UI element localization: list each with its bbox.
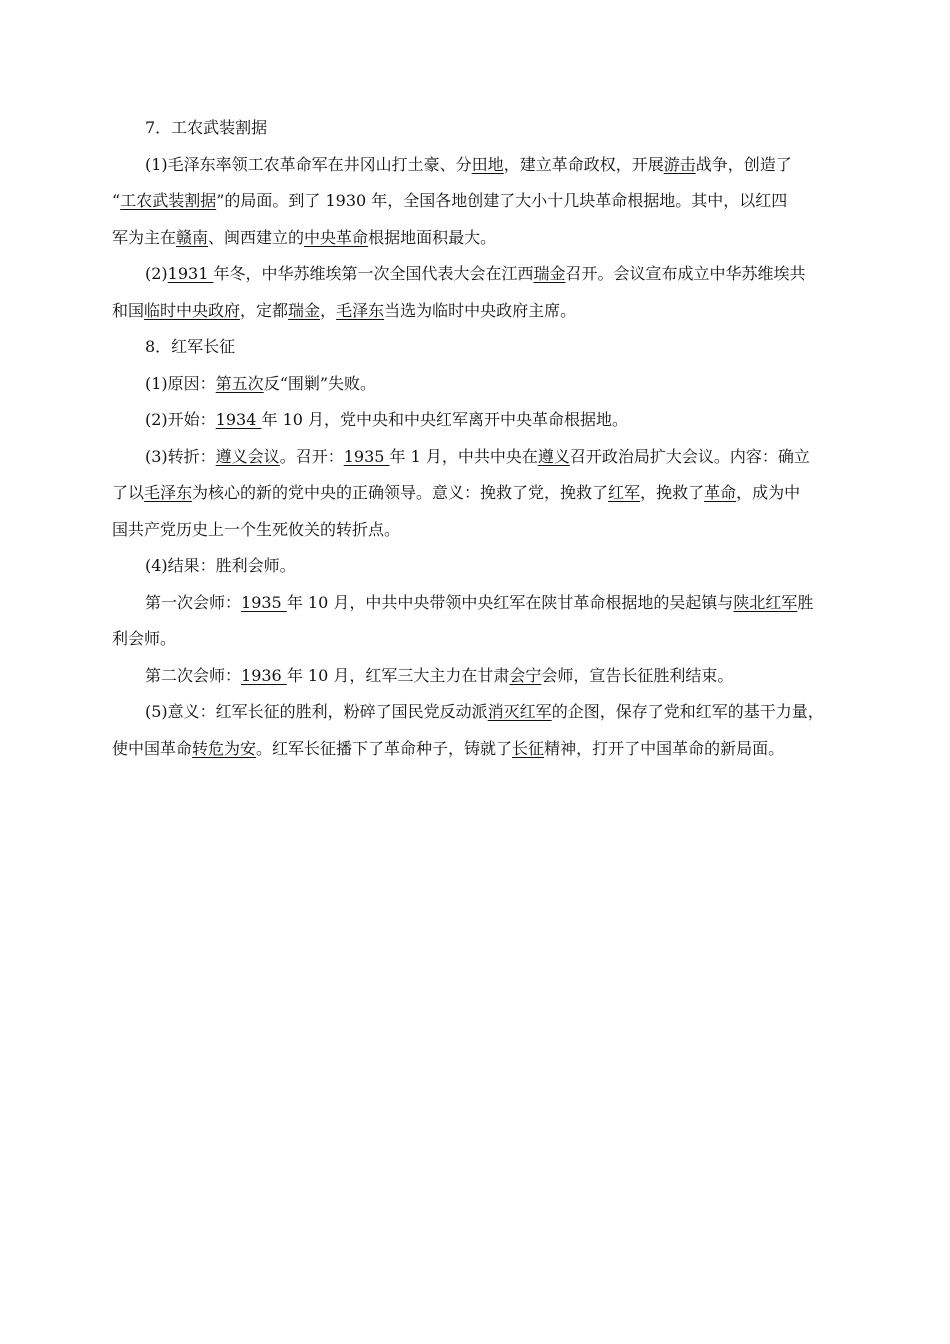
blank-answer: 1934 — [215, 410, 262, 429]
blank-answer: 1935 — [343, 446, 390, 466]
blank-answer: 瑞金 — [288, 300, 321, 320]
blank-answer: 1935 — [241, 592, 287, 612]
blank-answer: 中央革命 — [304, 227, 369, 247]
blank-answer: 遵义会议 — [215, 446, 280, 466]
section-8-turn-line-3: 国共产党历史上一个生死攸关的转折点。 — [112, 519, 401, 539]
blank-answer: 工农武装割据 — [120, 191, 217, 210]
blank-answer: 毛泽东 — [336, 300, 385, 320]
section-8-meeting-1-line-2: 利会师。 — [112, 629, 177, 648]
section-8-heading: 8．红军长征 — [145, 337, 236, 356]
document-page — [112, 110, 852, 767]
blank-answer: 遵义 — [537, 446, 570, 466]
blank-answer: 1931 — [167, 264, 214, 283]
blank-answer: 田地 — [471, 154, 504, 174]
section-8-turn-line-2: 了以毛泽东为核心的新的党中央的正确领导。意义：挽救了党，挽救了红军，挽救了革命，成为中 — [112, 483, 801, 502]
section-8-turn-line-1: (3)转折：遵义会议。召开：1935 年 1 月，中共中央在遵义召开政治局扩大会议。内容：确立 — [145, 446, 810, 466]
blank-answer: 长征 — [512, 738, 545, 758]
blank-answer: 转危为安 — [192, 738, 257, 758]
blank-answer: 红军 — [608, 483, 641, 502]
blank-answer: 陕北红军 — [733, 592, 798, 612]
section-7-paragraph-2-line-2: 和国临时中央政府，定都瑞金，毛泽东当选为临时中央政府主席。 — [112, 300, 577, 320]
blank-answer: 游击 — [663, 154, 696, 174]
blank-answer: 消灭红军 — [487, 702, 552, 721]
blank-answer: 第五次 — [215, 373, 264, 393]
section-7-paragraph-2-line-1: (2)1931 年冬，中华苏维埃第一次全国代表大会在江西瑞金召开。会议宣布成立中华苏维埃共 — [145, 264, 806, 283]
section-7-paragraph-1-line-2: “工农武装割据”的局面。到了 1930 年，全国各地创建了大小十几块革命根据地。其中，以红四 — [112, 191, 788, 210]
blank-answer: 瑞金 — [533, 264, 566, 283]
blank-answer: 临时中央政府 — [144, 300, 241, 320]
section-8-meeting-2: 第二次会师：1936 年 10 月，红军三大主力在甘肃会宁会师，宣告长征胜利结束。 — [145, 665, 734, 685]
section-7-heading: 7．工农武装割据 — [145, 118, 268, 137]
blank-answer: 会宁 — [509, 665, 542, 685]
section-7-paragraph-1-line-3: 军为主在赣南、闽西建立的中央革命根据地面积最大。 — [112, 227, 497, 247]
section-8-reason: (1)原因：第五次反“围剿”失败。 — [145, 373, 377, 393]
blank-answer: 毛泽东 — [144, 483, 193, 502]
section-8-result: (4)结果：胜利会师。 — [145, 556, 296, 575]
section-8-meeting-1-line-1: 第一次会师：1935 年 10 月，中共中央带领中央红军在陕甘革命根据地的吴起镇与陕北红军胜 — [145, 592, 814, 612]
section-7-paragraph-1-line-1: (1)毛泽东率领工农革命军在井冈山打土豪、分田地，建立革命政权，开展游击战争，创造了 — [145, 154, 792, 174]
section-8-significance-line-1: (5)意义：红军长征的胜利，粉碎了国民党反动派消灭红军的企图，保存了党和红军的基干力量， — [145, 702, 824, 721]
section-8-start: (2)开始：1934 年 10 月，党中央和中央红军离开中央革命根据地。 — [145, 410, 629, 429]
blank-answer: 革命 — [704, 483, 737, 502]
blank-answer: 赣南 — [176, 227, 209, 247]
blank-answer: 1936 — [241, 665, 287, 685]
section-8-significance-line-2: 使中国革命转危为安。红军长征播下了革命种子，铸就了长征精神，打开了中国革命的新局面。 — [112, 738, 785, 758]
